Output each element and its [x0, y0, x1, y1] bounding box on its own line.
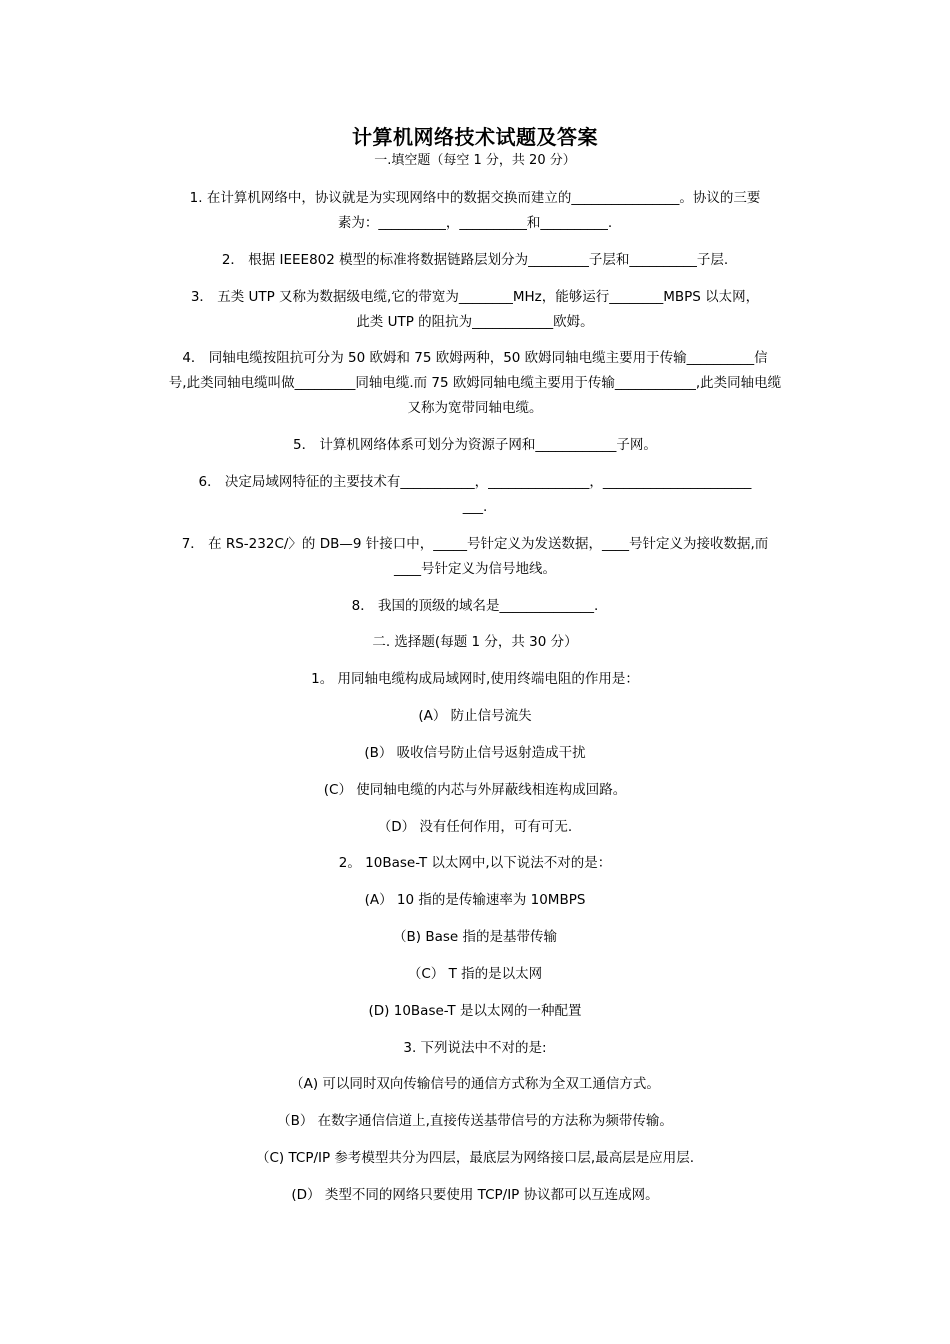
fill-in-question-7-line-1: 7． 在 RS-232C/〉的 DB—9 针接口中，_____号针定义为发送数据，____号针定义为接收数据,而 [181, 536, 769, 552]
fill-in-question-8: 8． 我国的顶级的域名是______________. [351, 598, 599, 614]
fill-in-question-3-line-2: 此类 UTP 的阻抗为____________欧姆。 [356, 314, 594, 330]
choice-question-3: 3. 下列说法中不对的是: [403, 1040, 547, 1056]
choice-question-2: 2。 10Base-T 以太网中,以下说法不对的是： [338, 855, 612, 871]
fill-in-question-1-line-2: 素为：__________，__________和__________. [337, 215, 613, 231]
fill-in-question-1-line-1: 1. 在计算机网络中，协议就是为实现网络中的数据交换而建立的________________。协议的三要 [189, 190, 761, 206]
fill-in-question-4-line-3: 又称为宽带同轴电缆。 [407, 400, 543, 416]
choice-question-2-option-b: （B) Base 指的是基带传输 [393, 929, 557, 945]
fill-in-question-3-line-1: 3． 五类 UTP 又称为数据级电缆,它的带宽为________MHz，能够运行________MBPS 以太网， [190, 289, 760, 305]
choice-question-3-option-d: (D） 类型不同的网络只要使用 TCP/IP 协议都可以互连成网。 [291, 1187, 659, 1203]
fill-in-question-6-line-2: ___. [462, 499, 488, 515]
document-title: 计算机网络技术试题及答案 [352, 125, 598, 149]
choice-question-3-option-a: （A) 可以同时双向传输信号的通信方式称为全双工通信方式。 [290, 1076, 660, 1092]
choice-question-3-option-c: （C) TCP/IP 参考模型共分为四层，最底层为网络接口层,最高层是应用层. [255, 1150, 695, 1166]
choice-question-1: 1。 用同轴电缆构成局域网时,使用终端电阻的作用是： [311, 671, 639, 687]
choice-question-1-option-c: (C） 使同轴电缆的内芯与外屏蔽线相连构成回路。 [323, 782, 627, 798]
choice-question-1-option-b: (B） 吸收信号防止信号返射造成干扰 [364, 745, 586, 761]
choice-question-2-option-c: （C） T 指的是以太网 [407, 966, 543, 982]
choice-question-1-option-a: (A） 防止信号流失 [418, 708, 532, 724]
choice-question-2-option-d: (D) 10Base-T 是以太网的一种配置 [368, 1003, 582, 1019]
fill-in-question-2: 2． 根据 IEEE802 模型的标准将数据链路层划分为_________子层和__________子层. [221, 252, 729, 268]
section-heading-choice: 二. 选择题(每题 1 分，共 30 分） [372, 634, 578, 650]
choice-question-3-option-b: （B） 在数字通信信道上,直接传送基带信号的方法称为频带传输。 [277, 1113, 673, 1129]
fill-in-question-6-line-1: 6． 决定局域网特征的主要技术有___________，_______________，______________________ [198, 474, 752, 490]
fill-in-question-4-line-2: 号,此类同轴电缆叫做_________同轴电缆.而 75 欧姆同轴电缆主要用于传输____________,此类同轴电缆 [168, 375, 782, 391]
fill-in-question-5: 5． 计算机网络体系可划分为资源子网和____________子网。 [293, 437, 657, 453]
choice-question-2-option-a: (A） 10 指的是传输速率为 10MBPS [364, 892, 586, 908]
fill-in-question-7-line-2: ____号针定义为信号地线。 [394, 561, 556, 577]
fill-in-question-4-line-1: 4． 同轴电缆按阻抗可分为 50 欧姆和 75 欧姆两种，50 欧姆同轴电缆主要用于传输__________信 [182, 350, 768, 366]
section-heading-fill-in: 一.填空题（每空 1 分，共 20 分） [374, 153, 576, 168]
choice-question-1-option-d: （D） 没有任何作用，可有可无. [377, 819, 573, 835]
